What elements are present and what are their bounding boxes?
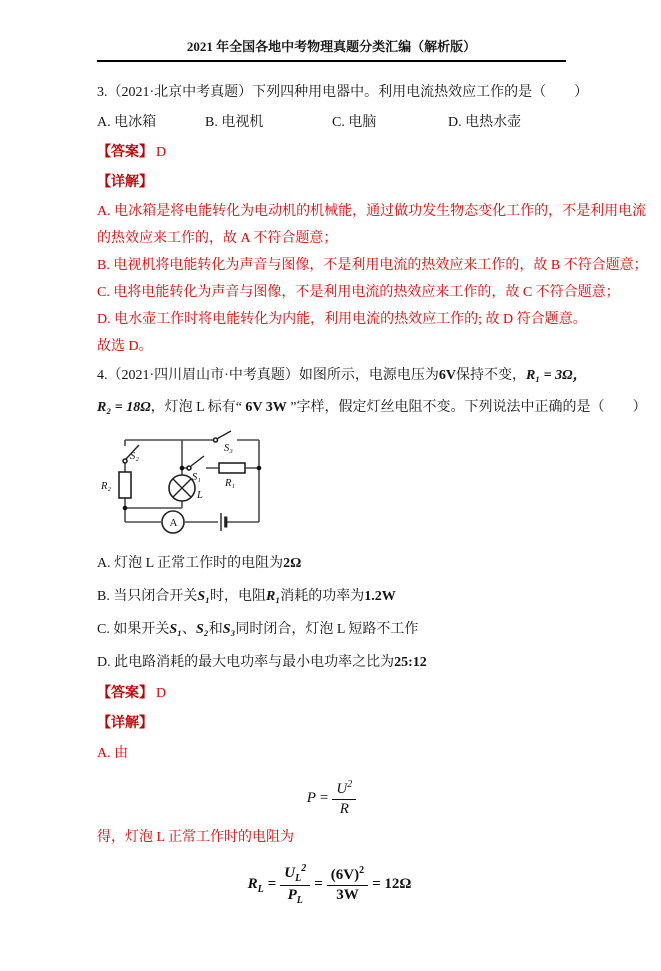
header-title: 2021 年全国各地中考物理真题分类汇编（解析版） xyxy=(186,39,477,54)
q3-analysis-b: B. 电视机将电能转化为声音与图像，不是利用电流的热效应来工作的，故 B 不符合题意； xyxy=(97,258,648,273)
resistor-r2 xyxy=(119,472,131,498)
q4-option-b xyxy=(97,580,566,613)
q4-option-b-s1: S₁ xyxy=(197,589,211,604)
q4-option-c-text4: 同时闭合，灯泡 L 短路不工作 xyxy=(235,622,419,637)
q4-stem2-r2-value: R₂ = 18Ω xyxy=(97,400,151,415)
fraction-denominator xyxy=(280,886,310,907)
switch-s2-terminal xyxy=(123,459,127,463)
var-u: U xyxy=(284,864,296,881)
formula-rl-fraction1 xyxy=(280,863,310,907)
value-6v: (6V) xyxy=(330,866,360,883)
q4-answer-label: 【答案】 xyxy=(97,686,153,701)
formula-rl-fraction2 xyxy=(327,865,368,905)
switch-s3-label: S₃ xyxy=(224,443,233,454)
q4-analysis-lead: A. 由 xyxy=(97,746,129,761)
switch-s1-label: S₁ xyxy=(192,472,201,483)
fraction-numerator xyxy=(280,863,310,887)
subscript-l: L xyxy=(296,895,303,906)
page-header xyxy=(97,36,566,62)
subscript-l: L xyxy=(295,872,302,884)
switch-s1-terminal xyxy=(187,466,191,470)
q3-analysis-d: D. 电水壶工作时将电能转化为内能，利用电流的热效应工作的; 故 D 符合题意。 xyxy=(97,312,587,327)
formula-power-fraction xyxy=(332,779,356,819)
q4-stem2-lamp-rating: 6V 3W xyxy=(245,400,287,415)
q4-option-c-text3: 和 xyxy=(208,622,223,637)
circuit-svg xyxy=(97,430,282,538)
q3-analysis-a2: 的热效应来工作的，故 A 不符合题意； xyxy=(97,231,338,246)
q4-option-b-text2: 时，电阻 xyxy=(210,589,267,604)
q4-option-c xyxy=(97,613,566,646)
switch-s2-label: S₂ xyxy=(130,451,139,462)
q4-stem1-text: 4.（2021·四川眉山市·中考真题）如图所示，电源电压为 xyxy=(97,368,439,383)
switch-s1-blade xyxy=(191,456,204,466)
formula-lamp-resistance xyxy=(97,863,566,907)
var-r: R xyxy=(247,875,258,892)
q4-option-c-text1: C. 如果开关 xyxy=(97,622,170,637)
circuit-diagram xyxy=(97,430,566,543)
q3-analysis-c: C. 电将电能转化为声音与图像，不是利用电流的热效应来工作的，故 C 不符合题意； xyxy=(97,285,620,300)
var-p: P xyxy=(287,887,297,903)
formula-result: = 12Ω xyxy=(372,875,412,892)
q4-option-d xyxy=(97,646,566,679)
switch-s3-blade xyxy=(218,431,232,439)
q3-option-a: A. 电冰箱 xyxy=(97,115,157,130)
q3-detail-line xyxy=(97,168,566,198)
q4-option-a-value: 2Ω xyxy=(283,556,302,571)
subscript-l: L xyxy=(257,883,264,895)
var-u: U xyxy=(336,781,348,797)
fraction-numerator xyxy=(332,779,356,800)
q3-option-d: D. 电热水壶 xyxy=(448,115,522,130)
exponent: 2 xyxy=(347,779,353,790)
q3-detail-label: 【详解】 xyxy=(97,175,153,190)
q4-option-a xyxy=(97,547,566,580)
q3-conclusion: 故选 D。 xyxy=(97,339,153,354)
resistor-r1-label: R₁ xyxy=(225,478,236,489)
q3-analysis-a1: A. 电冰箱是将电能转化为电动机的机械能，通过做功发生物态变化工作的，不是利用电流 xyxy=(97,204,647,219)
formula-power xyxy=(97,779,566,819)
q4-option-c-s2: S₂ xyxy=(196,622,209,637)
q4-option-c-s1: S₁ xyxy=(169,622,183,637)
q4-stem2-text: ，灯泡 L 标有“ xyxy=(150,400,246,415)
q4-stem-line1 xyxy=(97,360,587,392)
q4-stem-line2 xyxy=(97,392,647,424)
q4-option-b-r1: R₁ xyxy=(266,589,281,604)
q4-detail-line xyxy=(97,709,566,739)
q4-stem2-text2: ”字样，假定灯丝电阻不变。下列说法中正确的是（ ） xyxy=(286,400,647,415)
lamp-label: L xyxy=(197,490,203,501)
q4-option-c-text2: 、 xyxy=(182,622,197,637)
ammeter-label: A xyxy=(169,517,178,529)
q3-option-b: B. 电视机 xyxy=(205,115,264,130)
q4-option-a-text: A. 灯泡 L 正常工作时的电阻为 xyxy=(97,556,284,571)
q3-stem: 3.（2021·北京中考真题）下列四种用电器中。利用电流热效应工作的是（ ） xyxy=(97,85,589,100)
q3-options-row xyxy=(97,108,566,138)
formula-power-lhs: P xyxy=(306,790,316,807)
document-page xyxy=(0,36,661,907)
q3-answer-value: D xyxy=(156,145,167,160)
q4-stem1-text2: 保持不变， xyxy=(455,368,526,383)
fraction-numerator xyxy=(327,865,368,886)
q4-option-b-value: 1.2W xyxy=(364,589,396,604)
switch-s3-terminal xyxy=(214,438,218,442)
q4-option-d-value: 25:12 xyxy=(394,655,427,670)
exponent: 2 xyxy=(301,862,307,874)
equals-sign: = xyxy=(319,790,329,807)
q4-stem1-voltage: 6V xyxy=(438,368,456,383)
q4-answer-value: D xyxy=(156,686,167,701)
q4-stem1-r1-value: R₁ = 3Ω， xyxy=(525,368,587,383)
equals-sign: = xyxy=(267,875,277,892)
q3-answer-label: 【答案】 xyxy=(97,145,153,160)
q4-option-d-text: D. 此电路消耗的最大电功率与最小电功率之比为 xyxy=(97,655,395,670)
resistor-r2-label: R₂ xyxy=(101,481,112,492)
fraction-denominator: R xyxy=(339,801,349,818)
document-content xyxy=(0,62,661,907)
junction-node xyxy=(123,506,128,511)
resistor-r1 xyxy=(219,463,245,473)
q4-option-b-text3: 消耗的功率为 xyxy=(280,589,365,604)
junction-node xyxy=(180,466,185,471)
q4-analysis-mid: 得，灯泡 L 正常工作时的电阻为 xyxy=(97,829,295,845)
q4-answer-line xyxy=(97,679,566,709)
var-rl xyxy=(247,875,264,895)
q4-detail-label: 【详解】 xyxy=(97,716,153,731)
q3-answer-line xyxy=(97,138,566,168)
exponent: 2 xyxy=(359,864,365,876)
q3-option-c: C. 电脑 xyxy=(332,115,377,130)
q4-option-b-text1: B. 当只闭合开关 xyxy=(97,589,198,604)
junction-node xyxy=(257,466,262,471)
equals-sign: = xyxy=(314,875,323,892)
q4-option-c-s3: S₃ xyxy=(222,622,236,637)
fraction-denominator: 3W xyxy=(336,887,359,903)
